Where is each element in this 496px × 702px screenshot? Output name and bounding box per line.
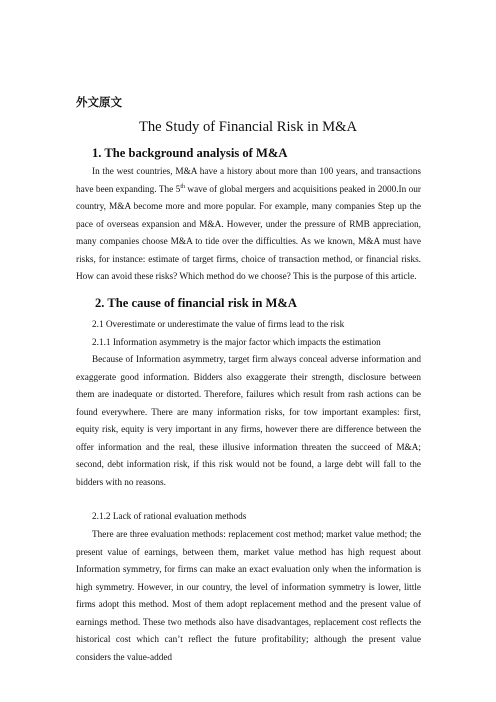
superscript-th: th [180,183,185,190]
subsection-2-1-2-heading: 2.1.2 Lack of rational evaluation methods [92,512,247,522]
paragraph-text-cont: wave of global mergers and acquisitions peaked in 2000.In our country, M&A become more and more popular. For example, many companies Step up the pace of overseas expansion and M&A. However, under the pressure of RMB appreciation, many companies choose M&A to tide over the difficulties. As we known, M&A must have risks, for instance: estimate of target firms, choice of transaction method, or financial risks. How can avoid these risks? Which method do we choose? This is the purpose of this article. [76,184,421,282]
section-1-heading: 1. The background analysis of M&A [92,146,288,160]
article-title: The Study of Financial Risk in M&A [138,119,358,135]
section-1-paragraph [76,164,421,287]
section-2-heading: 2. The cause of financial risk in M&A [95,296,297,310]
subsection-2-1-1-heading: 2.1.1 Information asymmetry is the major factor which impacts the estimation [92,338,381,348]
paragraph-text: In the west countries, M&A have a history about more than 100 years, and transactions have been expanding. The 5 [76,167,421,195]
subsection-2-1-heading: 2.1 Overestimate or underestimate the value of firms lead to the risk [92,320,345,330]
subsection-2-1-1-paragraph: Because of Information asymmetry, target firm always conceal adverse information and exaggerate good information. Bidders also exaggerate their strength, disclosure between them are inadequate or distorted. Therefore, failures which result from rash actions can be found everywhere. There are many information risks, for tow important examples: first, equity risk, equity is very important in any firms, however there are difference between the offer information and the real, these illusive information threaten the succeed of M&A; second, debt information risk, if this risk would not be found, a large debt will fall to the bidders with no reasons. [76,355,421,488]
original-text-label: 外文原文 [76,95,122,109]
subsection-2-1-2-paragraph: There are three evaluation methods: replacement cost method; market value method; the present value of earnings, between them, market value method has high request about Information symmetry, for firms can make an exact evaluation only when the information is high symmetry. However, in our country, the level of information symmetry is lower, little firms adopt this method. Most of them adopt replacement method and the present value of earnings method. These two methods also have disadvantages, replacement cost reflects the historical cost which can’t reflect the future profitability; although the present value considers the value-added [76,530,421,663]
